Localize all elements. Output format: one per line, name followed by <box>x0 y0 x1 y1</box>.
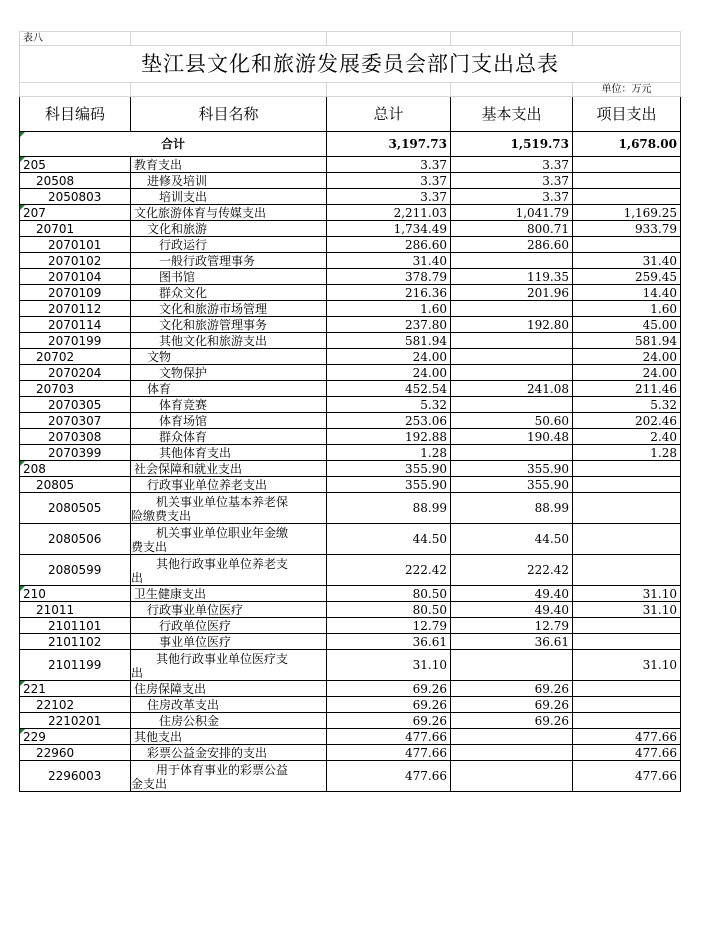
subject-name: 文化旅游体育与传媒支出 <box>131 205 327 221</box>
amount-total: 2,211.03 <box>327 205 451 221</box>
amount-basic: 12.79 <box>451 618 573 634</box>
amount-basic: 36.61 <box>451 634 573 650</box>
amount-project: 933.79 <box>573 221 681 237</box>
table-row <box>20 586 681 602</box>
subject-code: 2101199 <box>20 650 131 681</box>
table-row <box>20 365 681 381</box>
amount-basic: 190.48 <box>451 429 573 445</box>
subject-code: 20703 <box>20 381 131 397</box>
header-project: 项目支出 <box>573 97 681 132</box>
table-row <box>20 157 681 173</box>
amount-basic <box>451 253 573 269</box>
amount-total: 477.66 <box>327 745 451 761</box>
subject-name: 事业单位医疗 <box>131 634 327 650</box>
subject-code: 2050803 <box>20 189 131 205</box>
subject-name-line2: 险缴费支出 <box>131 509 192 523</box>
subject-name: 行政事业单位医疗 <box>131 602 327 618</box>
amount-basic <box>451 445 573 461</box>
table-row <box>20 381 681 397</box>
subject-name <box>131 761 327 792</box>
amount-total: 3.37 <box>327 157 451 173</box>
amount-basic: 355.90 <box>451 461 573 477</box>
subject-code: 221 <box>20 681 131 697</box>
expenditure-sheet <box>19 31 680 792</box>
amount-project: 477.66 <box>573 761 681 792</box>
subject-name: 卫生健康支出 <box>131 586 327 602</box>
subject-code: 2296003 <box>20 761 131 792</box>
amount-basic: 222.42 <box>451 555 573 586</box>
subject-name: 文化和旅游 <box>131 221 327 237</box>
subject-name-line2: 出 <box>131 666 144 680</box>
amount-project <box>573 477 681 493</box>
total-project: 1,678.00 <box>573 132 681 157</box>
amount-total: 12.79 <box>327 618 451 634</box>
header-basic: 基本支出 <box>451 97 573 132</box>
amount-basic: 49.40 <box>451 602 573 618</box>
subject-name <box>131 555 327 586</box>
amount-total: 3.37 <box>327 173 451 189</box>
table-row <box>20 681 681 697</box>
amount-basic <box>451 761 573 792</box>
amount-project <box>573 697 681 713</box>
amount-project: 477.66 <box>573 729 681 745</box>
subject-name: 社会保障和就业支出 <box>131 461 327 477</box>
amount-basic: 192.80 <box>451 317 573 333</box>
table-row <box>20 333 681 349</box>
subject-name: 其他文化和旅游支出 <box>131 333 327 349</box>
subject-code: 2080506 <box>20 524 131 555</box>
header-row <box>20 97 681 132</box>
amount-basic: 119.35 <box>451 269 573 285</box>
expenditure-table <box>19 31 681 792</box>
amount-project: 477.66 <box>573 745 681 761</box>
amount-project: 14.40 <box>573 285 681 301</box>
subject-code: 2070112 <box>20 301 131 317</box>
table-row <box>20 555 681 586</box>
table-row <box>20 618 681 634</box>
subject-code: 22960 <box>20 745 131 761</box>
amount-basic: 69.26 <box>451 697 573 713</box>
amount-basic: 201.96 <box>451 285 573 301</box>
amount-project <box>573 493 681 524</box>
amount-basic: 1,041.79 <box>451 205 573 221</box>
amount-total: 222.42 <box>327 555 451 586</box>
amount-basic: 69.26 <box>451 681 573 697</box>
amount-total: 3.37 <box>327 189 451 205</box>
subject-name: 进修及培训 <box>131 173 327 189</box>
table-row <box>20 745 681 761</box>
subject-name: 群众文化 <box>131 285 327 301</box>
amount-total: 286.60 <box>327 237 451 253</box>
subject-code: 2210201 <box>20 713 131 729</box>
subject-code: 2070109 <box>20 285 131 301</box>
total-basic: 1,519.73 <box>451 132 573 157</box>
subject-name-line1: 机关事业单位职业年金缴 <box>156 526 289 540</box>
subject-name: 文化和旅游管理事务 <box>131 317 327 333</box>
amount-basic: 3.37 <box>451 157 573 173</box>
amount-total: 24.00 <box>327 349 451 365</box>
table-row <box>20 761 681 792</box>
total-label: 合计 <box>20 132 327 157</box>
amount-basic: 3.37 <box>451 189 573 205</box>
amount-total: 1.60 <box>327 301 451 317</box>
subject-code: 20701 <box>20 221 131 237</box>
subject-name: 图书馆 <box>131 269 327 285</box>
amount-basic: 3.37 <box>451 173 573 189</box>
table-row <box>20 697 681 713</box>
amount-basic: 355.90 <box>451 477 573 493</box>
subject-name: 体育场馆 <box>131 413 327 429</box>
subject-name: 培训支出 <box>131 189 327 205</box>
amount-project <box>573 634 681 650</box>
table-row <box>20 189 681 205</box>
subject-name: 文物保护 <box>131 365 327 381</box>
amount-total: 477.66 <box>327 729 451 745</box>
amount-total: 192.88 <box>327 429 451 445</box>
subject-name-line1: 其他行政事业单位养老支 <box>156 557 289 571</box>
header-code: 科目编码 <box>20 97 131 132</box>
amount-basic: 49.40 <box>451 586 573 602</box>
amount-total: 237.80 <box>327 317 451 333</box>
table-row <box>20 445 681 461</box>
amount-project: 1,169.25 <box>573 205 681 221</box>
amount-project: 31.40 <box>573 253 681 269</box>
amount-project <box>573 681 681 697</box>
total-total: 3,197.73 <box>327 132 451 157</box>
amount-total: 355.90 <box>327 477 451 493</box>
amount-basic: 69.26 <box>451 713 573 729</box>
table-row <box>20 493 681 524</box>
subject-name: 体育 <box>131 381 327 397</box>
table-row <box>20 461 681 477</box>
subject-name-line1: 机关事业单位基本养老保 <box>156 495 289 509</box>
subject-name <box>131 524 327 555</box>
subject-code: 207 <box>20 205 131 221</box>
table-row <box>20 173 681 189</box>
subject-name: 体育竞赛 <box>131 397 327 413</box>
unit-label: 单位：万元 <box>573 83 681 97</box>
subject-name-line2: 费支出 <box>131 540 168 554</box>
subject-name: 其他体育支出 <box>131 445 327 461</box>
amount-project: 31.10 <box>573 650 681 681</box>
subject-code: 2070305 <box>20 397 131 413</box>
subject-code: 2070307 <box>20 413 131 429</box>
table-row <box>20 634 681 650</box>
amount-project <box>573 189 681 205</box>
sheet-label: 表八 <box>20 32 131 46</box>
amount-project <box>573 524 681 555</box>
table-row <box>20 477 681 493</box>
subject-name-line1: 用于体育事业的彩票公益 <box>156 763 289 777</box>
total-row <box>20 132 681 157</box>
amount-total: 581.94 <box>327 333 451 349</box>
subject-code: 20805 <box>20 477 131 493</box>
table-row <box>20 397 681 413</box>
amount-project: 24.00 <box>573 365 681 381</box>
amount-project <box>573 555 681 586</box>
amount-basic: 241.08 <box>451 381 573 397</box>
table-row <box>20 221 681 237</box>
table-row <box>20 205 681 221</box>
subject-code: 2070399 <box>20 445 131 461</box>
amount-project <box>573 713 681 729</box>
amount-total: 80.50 <box>327 602 451 618</box>
amount-project: 45.00 <box>573 317 681 333</box>
amount-total: 44.50 <box>327 524 451 555</box>
table-row <box>20 602 681 618</box>
amount-project <box>573 237 681 253</box>
table-row <box>20 413 681 429</box>
amount-total: 69.26 <box>327 713 451 729</box>
amount-total: 477.66 <box>327 761 451 792</box>
table-row <box>20 524 681 555</box>
amount-project: 5.32 <box>573 397 681 413</box>
amount-project: 259.45 <box>573 269 681 285</box>
subject-name-line2: 出 <box>131 571 144 585</box>
amount-basic: 44.50 <box>451 524 573 555</box>
subject-name: 住房改革支出 <box>131 697 327 713</box>
amount-total: 36.61 <box>327 634 451 650</box>
amount-project: 31.10 <box>573 586 681 602</box>
header-name: 科目名称 <box>131 97 327 132</box>
amount-basic: 800.71 <box>451 221 573 237</box>
amount-basic <box>451 397 573 413</box>
amount-project <box>573 618 681 634</box>
subject-code: 2070104 <box>20 269 131 285</box>
subject-code: 20702 <box>20 349 131 365</box>
subject-name: 一般行政管理事务 <box>131 253 327 269</box>
subject-code: 20508 <box>20 173 131 189</box>
amount-project: 2.40 <box>573 429 681 445</box>
subject-name: 住房公积金 <box>131 713 327 729</box>
page-title: 垫江县文化和旅游发展委员会部门支出总表 <box>20 46 681 83</box>
subject-code: 205 <box>20 157 131 173</box>
amount-project: 1.60 <box>573 301 681 317</box>
subject-code: 2070102 <box>20 253 131 269</box>
amount-project <box>573 157 681 173</box>
table-row <box>20 349 681 365</box>
amount-total: 69.26 <box>327 697 451 713</box>
amount-total: 452.54 <box>327 381 451 397</box>
subject-name <box>131 650 327 681</box>
table-row <box>20 429 681 445</box>
amount-basic <box>451 333 573 349</box>
subject-code: 229 <box>20 729 131 745</box>
subject-code: 2070114 <box>20 317 131 333</box>
amount-basic <box>451 349 573 365</box>
amount-project <box>573 173 681 189</box>
amount-basic: 50.60 <box>451 413 573 429</box>
subject-code: 21011 <box>20 602 131 618</box>
subject-code: 210 <box>20 586 131 602</box>
amount-project: 581.94 <box>573 333 681 349</box>
table-row <box>20 650 681 681</box>
amount-basic <box>451 729 573 745</box>
subject-code: 2101102 <box>20 634 131 650</box>
subject-name: 行政事业单位养老支出 <box>131 477 327 493</box>
amount-total: 80.50 <box>327 586 451 602</box>
subject-name: 文物 <box>131 349 327 365</box>
amount-total: 253.06 <box>327 413 451 429</box>
subject-code: 2101101 <box>20 618 131 634</box>
subject-code: 208 <box>20 461 131 477</box>
amount-project: 211.46 <box>573 381 681 397</box>
subject-code: 2080599 <box>20 555 131 586</box>
amount-project: 31.10 <box>573 602 681 618</box>
subject-code: 2070308 <box>20 429 131 445</box>
table-row <box>20 713 681 729</box>
amount-total: 31.10 <box>327 650 451 681</box>
amount-basic <box>451 745 573 761</box>
table-row <box>20 301 681 317</box>
amount-total: 1.28 <box>327 445 451 461</box>
subject-name: 文化和旅游市场管理 <box>131 301 327 317</box>
subject-code: 2070199 <box>20 333 131 349</box>
amount-project: 1.28 <box>573 445 681 461</box>
amount-total: 5.32 <box>327 397 451 413</box>
subject-name: 行政单位医疗 <box>131 618 327 634</box>
amount-project: 24.00 <box>573 349 681 365</box>
subject-name <box>131 493 327 524</box>
amount-basic <box>451 650 573 681</box>
subject-code: 2070204 <box>20 365 131 381</box>
amount-basic: 88.99 <box>451 493 573 524</box>
subject-name-line1: 其他行政事业单位医疗支 <box>156 652 289 666</box>
amount-total: 216.36 <box>327 285 451 301</box>
subject-code: 2080505 <box>20 493 131 524</box>
amount-total: 88.99 <box>327 493 451 524</box>
table-row <box>20 317 681 333</box>
subject-name: 彩票公益金安排的支出 <box>131 745 327 761</box>
table-row <box>20 237 681 253</box>
subject-name: 其他支出 <box>131 729 327 745</box>
amount-project <box>573 461 681 477</box>
subject-name: 群众体育 <box>131 429 327 445</box>
amount-basic <box>451 365 573 381</box>
amount-total: 31.40 <box>327 253 451 269</box>
amount-total: 1,734.49 <box>327 221 451 237</box>
amount-total: 378.79 <box>327 269 451 285</box>
amount-total: 355.90 <box>327 461 451 477</box>
subject-name: 行政运行 <box>131 237 327 253</box>
subject-name: 教育支出 <box>131 157 327 173</box>
subject-name: 住房保障支出 <box>131 681 327 697</box>
amount-total: 69.26 <box>327 681 451 697</box>
subject-code: 2070101 <box>20 237 131 253</box>
amount-basic: 286.60 <box>451 237 573 253</box>
amount-total: 24.00 <box>327 365 451 381</box>
amount-project: 202.46 <box>573 413 681 429</box>
subject-code: 22102 <box>20 697 131 713</box>
table-row <box>20 269 681 285</box>
table-row <box>20 729 681 745</box>
table-row <box>20 253 681 269</box>
subject-name-line2: 金支出 <box>131 777 168 791</box>
table-row <box>20 285 681 301</box>
header-total: 总计 <box>327 97 451 132</box>
amount-basic <box>451 301 573 317</box>
